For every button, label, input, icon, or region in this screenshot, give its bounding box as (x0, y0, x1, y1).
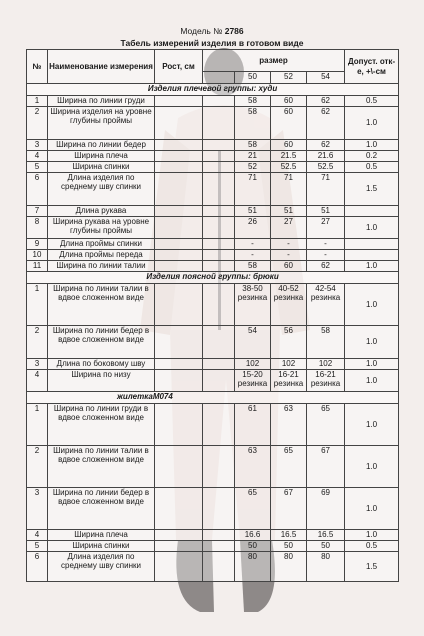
table-row (27, 261, 399, 272)
table-row (27, 140, 399, 151)
row-num: 6 (27, 552, 48, 582)
row-value-52: 52.5 (271, 162, 307, 173)
row-value-50: 63 (235, 446, 271, 488)
table-row (27, 284, 399, 326)
table-row (27, 239, 399, 250)
table-header-row (27, 50, 399, 72)
table-row (27, 206, 399, 217)
row-height (155, 326, 203, 359)
row-value-54: 58 (307, 326, 345, 359)
row-value-50: 16.6 (235, 530, 271, 541)
row-height (155, 239, 203, 250)
row-num: 2 (27, 107, 48, 140)
row-value-52: 80 (271, 552, 307, 582)
row-value-52: 16.5 (271, 530, 307, 541)
row-num: 10 (27, 250, 48, 261)
size-col-blank (203, 72, 235, 84)
row-value-54: 42-54 резинка (307, 284, 345, 326)
row-blank (203, 239, 235, 250)
row-height (155, 541, 203, 552)
table-row (27, 96, 399, 107)
row-value-50: 51 (235, 206, 271, 217)
row-value-52: 102 (271, 359, 307, 370)
row-value-50: 50 (235, 541, 271, 552)
row-name: Ширина спинки (48, 162, 155, 173)
row-value-54: - (307, 250, 345, 261)
row-value-50: - (235, 250, 271, 261)
row-height (155, 446, 203, 488)
row-value-50: 21 (235, 151, 271, 162)
table-row (27, 107, 399, 140)
row-height (155, 217, 203, 239)
row-tolerance: 1.0 (345, 404, 399, 446)
row-height (155, 206, 203, 217)
col-height-header: Рост, см (155, 50, 203, 84)
model-prefix: Модель № (180, 26, 223, 36)
row-value-50: 26 (235, 217, 271, 239)
row-tolerance: 1.0 (345, 326, 399, 359)
row-tolerance: 1.0 (345, 107, 399, 140)
row-value-52: 71 (271, 173, 307, 206)
row-name: Ширина изделия на уровне глубины проймы (48, 107, 155, 140)
row-name: Длина изделия по среднему шву спинки (48, 173, 155, 206)
row-value-52: 51 (271, 206, 307, 217)
table-title: Табель измерений изделия в готовом виде (120, 38, 304, 48)
row-value-50: 58 (235, 140, 271, 151)
row-height (155, 370, 203, 392)
section-title: жилеткаМ074 (27, 392, 399, 404)
table-row (27, 359, 399, 370)
row-num: 6 (27, 173, 48, 206)
row-tolerance: 1.0 (345, 488, 399, 530)
row-value-50: 58 (235, 96, 271, 107)
section-header (27, 272, 399, 284)
row-value-52: 60 (271, 96, 307, 107)
row-value-52: 63 (271, 404, 307, 446)
row-value-52: 27 (271, 217, 307, 239)
row-value-54: 50 (307, 541, 345, 552)
row-name: Ширина спинки (48, 541, 155, 552)
table-row (27, 217, 399, 239)
row-tolerance: 1.5 (345, 173, 399, 206)
row-height (155, 96, 203, 107)
size-col-54: 54 (307, 72, 345, 84)
row-tolerance: 1.0 (345, 217, 399, 239)
row-value-54: 71 (307, 173, 345, 206)
row-tolerance: 1.0 (345, 359, 399, 370)
size-col-52: 52 (271, 72, 307, 84)
row-num: 5 (27, 541, 48, 552)
row-value-50: 71 (235, 173, 271, 206)
row-value-50: 58 (235, 261, 271, 272)
row-height (155, 359, 203, 370)
row-value-52: 16-21 резинка (271, 370, 307, 392)
row-height (155, 162, 203, 173)
row-blank (203, 140, 235, 151)
row-num: 3 (27, 140, 48, 151)
section-header (27, 392, 399, 404)
row-blank (203, 552, 235, 582)
row-value-54: 67 (307, 446, 345, 488)
row-tolerance: 1.5 (345, 552, 399, 582)
row-num: 7 (27, 206, 48, 217)
row-blank (203, 284, 235, 326)
table-row (27, 488, 399, 530)
row-value-54: 69 (307, 488, 345, 530)
row-height (155, 107, 203, 140)
section-title: Изделия плечевой группы: худи (27, 84, 399, 96)
row-name: Длина изделия по среднему шву спинки (48, 552, 155, 582)
row-value-50: 80 (235, 552, 271, 582)
row-num: 3 (27, 359, 48, 370)
row-name: Ширина по линии бедер (48, 140, 155, 151)
row-name: Длина проймы переда (48, 250, 155, 261)
row-name: Ширина по линии бедер в вдвое сложенном виде (48, 488, 155, 530)
row-blank (203, 151, 235, 162)
row-height (155, 284, 203, 326)
row-blank (203, 530, 235, 541)
col-name-header: Наименование измерения (48, 50, 155, 84)
row-value-52: 40-52 резинка (271, 284, 307, 326)
row-tolerance: 1.0 (345, 261, 399, 272)
row-name: Ширина плеча (48, 151, 155, 162)
row-blank (203, 162, 235, 173)
row-name: Ширина по линии талии в вдвое сложенном виде (48, 446, 155, 488)
row-num: 9 (27, 239, 48, 250)
row-value-50: 58 (235, 107, 271, 140)
row-blank (203, 446, 235, 488)
row-value-52: 60 (271, 107, 307, 140)
table-row (27, 151, 399, 162)
row-value-50: 15-20 резинка (235, 370, 271, 392)
row-blank (203, 107, 235, 140)
row-value-52: - (271, 239, 307, 250)
row-num: 11 (27, 261, 48, 272)
size-col-50: 50 (235, 72, 271, 84)
row-tolerance: 0.5 (345, 541, 399, 552)
row-num: 1 (27, 404, 48, 446)
row-name: Ширина по линии талии (48, 261, 155, 272)
row-value-54: 16-21 резинка (307, 370, 345, 392)
row-value-50: 65 (235, 488, 271, 530)
row-value-50: 102 (235, 359, 271, 370)
model-number: 2786 (224, 26, 244, 36)
row-name: Ширина по линии бедер в вдвое сложенном виде (48, 326, 155, 359)
row-value-54: 62 (307, 96, 345, 107)
row-name: Ширина по линии талии в вдвое сложенном виде (48, 284, 155, 326)
row-blank (203, 359, 235, 370)
row-num: 8 (27, 217, 48, 239)
row-name: Длина по боковому шву (48, 359, 155, 370)
row-name: Ширина по линии груди (48, 96, 155, 107)
row-height (155, 250, 203, 261)
row-height (155, 140, 203, 151)
col-tolerance-header: Допуст. отк-е, +\-см (345, 50, 399, 84)
row-num: 4 (27, 151, 48, 162)
row-value-54: 51 (307, 206, 345, 217)
row-tolerance (345, 239, 399, 250)
row-blank (203, 206, 235, 217)
row-value-50: 52 (235, 162, 271, 173)
row-tolerance: 0.2 (345, 151, 399, 162)
row-value-54: 62 (307, 140, 345, 151)
row-blank (203, 261, 235, 272)
row-name: Длина проймы спинки (48, 239, 155, 250)
measurement-table (26, 49, 399, 582)
row-num: 5 (27, 162, 48, 173)
row-height (155, 530, 203, 541)
row-name: Ширина по линии груди в вдвое сложенном виде (48, 404, 155, 446)
row-value-54: 27 (307, 217, 345, 239)
row-value-54: 65 (307, 404, 345, 446)
row-height (155, 261, 203, 272)
row-height (155, 151, 203, 162)
row-num: 1 (27, 96, 48, 107)
row-value-50: - (235, 239, 271, 250)
table-row (27, 404, 399, 446)
row-blank (203, 217, 235, 239)
row-height (155, 173, 203, 206)
row-value-52: 65 (271, 446, 307, 488)
table-row (27, 446, 399, 488)
table-row (27, 552, 399, 582)
row-num: 2 (27, 446, 48, 488)
section-title: Изделия поясной группы: брюки (27, 272, 399, 284)
row-value-54: 62 (307, 107, 345, 140)
table-row (27, 173, 399, 206)
row-tolerance (345, 250, 399, 261)
table-row (27, 530, 399, 541)
row-height (155, 488, 203, 530)
row-value-52: 56 (271, 326, 307, 359)
row-value-54: 80 (307, 552, 345, 582)
row-tolerance: 1.0 (345, 530, 399, 541)
col-num-header: № (27, 50, 48, 84)
table-row (27, 370, 399, 392)
row-height (155, 404, 203, 446)
row-blank (203, 404, 235, 446)
row-value-52: 67 (271, 488, 307, 530)
row-blank (203, 96, 235, 107)
row-value-54: - (307, 239, 345, 250)
section-header (27, 84, 399, 96)
row-blank (203, 541, 235, 552)
row-value-54: 102 (307, 359, 345, 370)
row-tolerance: 1.0 (345, 284, 399, 326)
row-blank (203, 488, 235, 530)
row-num: 2 (27, 326, 48, 359)
model-line (0, 26, 424, 36)
row-value-52: 60 (271, 140, 307, 151)
row-name: Ширина рукава на уровне глубины проймы (48, 217, 155, 239)
row-name: Длина рукава (48, 206, 155, 217)
row-num: 1 (27, 284, 48, 326)
row-value-54: 21.6 (307, 151, 345, 162)
row-num: 4 (27, 530, 48, 541)
table-row (27, 326, 399, 359)
row-value-52: 21.5 (271, 151, 307, 162)
col-size-header: размер (203, 50, 345, 72)
row-name: Ширина по низу (48, 370, 155, 392)
row-tolerance (345, 206, 399, 217)
table-row (27, 541, 399, 552)
row-name: Ширина плеча (48, 530, 155, 541)
table-row (27, 250, 399, 261)
row-value-52: - (271, 250, 307, 261)
row-blank (203, 326, 235, 359)
row-value-50: 38-50 резинка (235, 284, 271, 326)
row-blank (203, 370, 235, 392)
row-tolerance: 0.5 (345, 96, 399, 107)
row-tolerance: 1.0 (345, 140, 399, 151)
row-num: 4 (27, 370, 48, 392)
row-blank (203, 173, 235, 206)
row-tolerance: 1.0 (345, 446, 399, 488)
row-value-52: 60 (271, 261, 307, 272)
row-value-50: 61 (235, 404, 271, 446)
row-value-54: 16.5 (307, 530, 345, 541)
row-value-54: 52.5 (307, 162, 345, 173)
row-blank (203, 250, 235, 261)
row-num: 3 (27, 488, 48, 530)
table-row (27, 162, 399, 173)
row-value-50: 54 (235, 326, 271, 359)
row-tolerance: 1.0 (345, 370, 399, 392)
row-value-52: 50 (271, 541, 307, 552)
row-height (155, 552, 203, 582)
row-tolerance: 0.5 (345, 162, 399, 173)
row-value-54: 62 (307, 261, 345, 272)
